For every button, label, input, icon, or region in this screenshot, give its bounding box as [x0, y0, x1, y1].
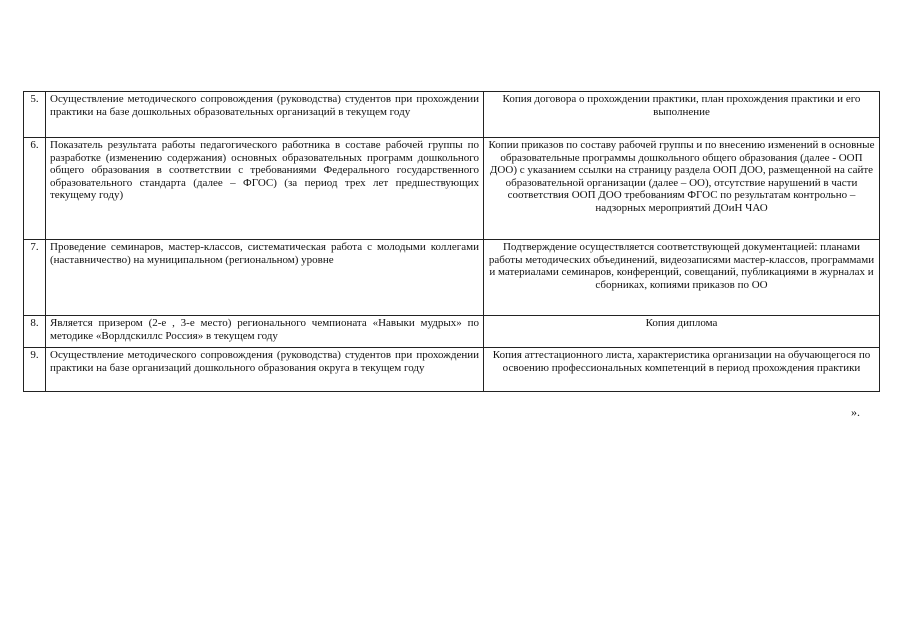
table-row — [24, 138, 880, 240]
table-row — [24, 316, 880, 348]
document-text: Подтверждение осуществляется соответствующей документацией: планами работы методических объединений, видеозаписями мастер-классов, программами и материалами семинаров, конференций, совещаний, публикациями в журналах и сборниках, копиями приказов по ОО — [484, 240, 880, 316]
row-number: 5. — [24, 92, 46, 138]
row-number: 7. — [24, 240, 46, 316]
row-number: 9. — [24, 348, 46, 392]
closing-quote-mark: ». — [851, 405, 860, 419]
row-number: 6. — [24, 138, 46, 240]
document-text: Копия аттестационного листа, характеристика организации на обучающегося по освоению профессиональных компетенций в период прохождения практики — [484, 348, 880, 392]
table-row — [24, 348, 880, 392]
criterion-text: Осуществление методического сопровождения (руководства) студентов при прохождении практики на базе дошкольных образовательных организаций в текущем году — [46, 92, 484, 138]
criterion-text: Является призером (2-е , 3-е место) регионального чемпионата «Навыки мудрых» по методике «Ворлдскиллс Россия» в текущем году — [46, 316, 484, 348]
criterion-text: Проведение семинаров, мастер-классов, систематическая работа с молодыми коллегами (наставничество) на муниципальном (региональном) уровне — [46, 240, 484, 316]
table-row — [24, 240, 880, 316]
document-text: Копия договора о прохождении практики, план прохождения практики и его выполнение — [484, 92, 880, 138]
document-text: Копии приказов по составу рабочей группы и по внесению изменений в основные образовательные программы дошкольного общего образования (далее - ООП ДОО) с указанием ссылки на страницу раздела ООП ДОО, размещенной на сайте образовательной организации (далее – ОО), отсутствие нарушений в части соответствия ООП ДОО требованиям ФГОС по результатам контрольно – надзорных мероприятий ДОиН ЧАО — [484, 138, 880, 240]
document-text: Копия диплома — [484, 316, 880, 348]
criterion-text: Показатель результата работы педагогического работника в составе рабочей группы по разработке (изменению содержания) основных образовательных программ дошкольного общего образования в соответствии с требованиями Федерального государственного образовательного стандарта (далее – ФГОС) (за период трех лет предшествующих текущему году) — [46, 138, 484, 240]
table-row — [24, 92, 880, 138]
row-number: 8. — [24, 316, 46, 348]
criteria-table — [23, 91, 880, 392]
criterion-text: Осуществление методического сопровождения (руководства) студентов при прохождении практики на базе организаций дошкольного образования округа в текущем году — [46, 348, 484, 392]
